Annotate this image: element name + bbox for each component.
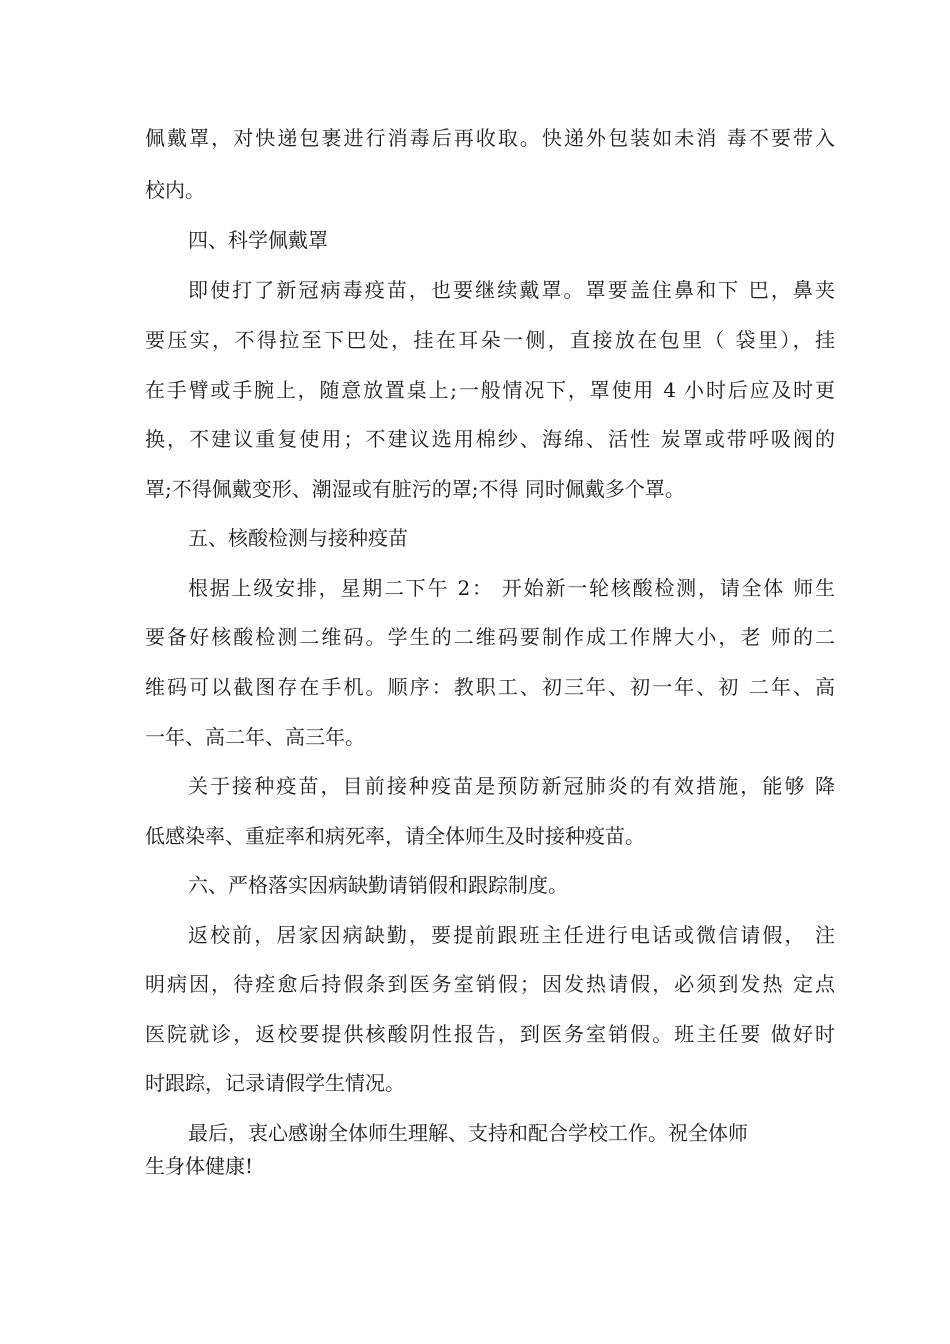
section-heading: 六、严格落实因病缺勤请销假和跟踪制度。 [188, 873, 568, 897]
paragraph-line: 医院就诊，返校要提供核酸阴性报告，到医务室销假。班主任要 做好时 [145, 1022, 835, 1046]
paragraph-line: 佩戴罩，对快递包裹进行消毒后再收取。快递外包装如未消 毒不要带入 [145, 126, 835, 150]
paragraph-line: 即使打了新冠病毒疫苗，也要继续戴罩。罩要盖住鼻和下 巴，鼻夹 [188, 278, 835, 302]
paragraph-line: 要压实，不得拉至下巴处，挂在耳朵一侧，直接放在包里（ 袋里），挂 [145, 328, 835, 352]
paragraph-line: 低感染率、重症率和病死率，请全体师生及时接种疫苗。 [145, 824, 645, 848]
paragraph-line: 根据上级安排，星期二下午 2： 开始新一轮核酸检测，请全体 师生 [188, 576, 835, 600]
paragraph-line: 最后，衷心感谢全体师生理解、支持和配合学校工作。祝全体师 [188, 1121, 748, 1145]
paragraph-line: 换，不建议重复使用；不建议选用棉纱、海绵、活性 炭罩或带呼吸阀的 [145, 427, 835, 451]
section-heading: 四、科学佩戴罩 [188, 228, 328, 252]
paragraph-line: 校内。 [145, 178, 205, 202]
paragraph-line: 维码可以截图存在手机。顺序：教职工、初三年、初一年、初 二年、高 [145, 675, 835, 699]
paragraph-line: 生身体健康! [145, 1154, 254, 1178]
paragraph-line: 在手臂或手腕上，随意放置桌上;一般情况下，罩使用 4 小时后应及时更 [145, 378, 835, 402]
paragraph-line: 罩;不得佩戴变形、潮湿或有脏污的罩;不得 同时佩戴多个罩。 [145, 477, 685, 501]
paragraph-line: 一年、高二年、高三年。 [145, 725, 365, 749]
paragraph-line: 关于接种疫苗，目前接种疫苗是预防新冠肺炎的有效措施，能够 降 [188, 774, 835, 798]
paragraph-line: 时跟踪，记录请假学生情况。 [145, 1071, 405, 1095]
section-heading: 五、核酸检测与接种疫苗 [188, 526, 408, 550]
paragraph-line: 明病因，待痊愈后持假条到医务室销假；因发热请假，必须到发热 定点 [145, 972, 835, 996]
paragraph-line: 要备好核酸检测二维码。学生的二维码要制作成工作牌大小，老 师的二 [145, 625, 835, 649]
paragraph-line: 返校前，居家因病缺勤，要提前跟班主任进行电话或微信请假， 注 [188, 923, 835, 947]
